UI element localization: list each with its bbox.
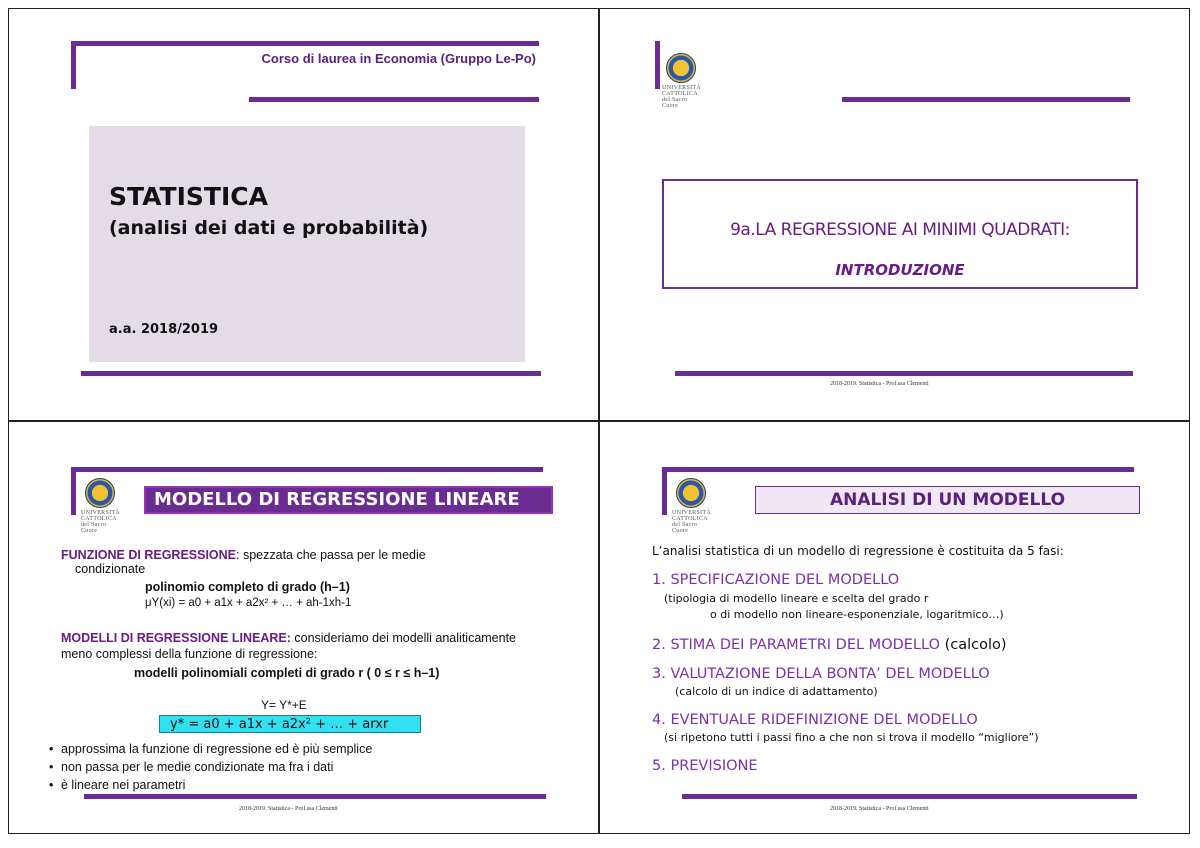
step-1-note-cont: o di modello non lineare-esponenziale, logaritmico…) bbox=[710, 608, 1004, 621]
accent-bar-top bbox=[71, 467, 543, 472]
model-equation: y* = a0 + a1x + a2x² + … + arxr bbox=[159, 715, 421, 733]
y-decomposition: Y= Y*+E bbox=[261, 698, 307, 712]
accent-bar-short bbox=[842, 97, 1130, 102]
accent-bar-bottom bbox=[81, 371, 541, 376]
accent-bar-top bbox=[662, 467, 1134, 472]
step-2: 2. STIMA DEI PARAMETRI DEL MODELLO (calcolo) bbox=[652, 637, 1007, 653]
slide-title bbox=[8, 8, 599, 421]
models-polynomial: modelli polinomiali completi di grado r ( 0 ≤ r ≤ h–1) bbox=[134, 666, 440, 680]
bullet-item: • approssima la funzione di regressione ed è più semplice bbox=[61, 742, 372, 756]
accent-bar-vertical bbox=[71, 467, 76, 515]
university-logo bbox=[672, 478, 714, 534]
slide-footer: 2018-2019. Statistica - Prof.ssa Clementi bbox=[830, 381, 929, 387]
logo-text: UNIVERSITÀ CATTOLICA del Sacro Cuore bbox=[672, 510, 711, 534]
regression-function-label: FUNZIONE DI REGRESSIONE bbox=[61, 548, 237, 562]
section-subtitle: INTRODUZIONE bbox=[835, 261, 965, 279]
section-title: 9a.LA REGRESSIONE AI MINIMI QUADRATI: bbox=[730, 220, 1070, 240]
accent-bar-short bbox=[249, 97, 539, 102]
step-5: 5. PREVISIONE bbox=[652, 758, 758, 774]
accent-bar-vertical bbox=[655, 41, 660, 89]
regression-function-definition: FUNZIONE DI REGRESSIONE: spezzata che passa per le medie bbox=[61, 548, 426, 562]
slide-footer: 2018-2019. Statistica - Prof.ssa Clementi bbox=[239, 806, 338, 812]
step-3-note: (calcolo di un indice di adattamento) bbox=[675, 685, 878, 698]
slide-footer: 2018-2019. Statistica - Prof.ssa Clementi bbox=[830, 806, 929, 812]
polynomial-formula: μY(xi) = a0 + a1x + a2x² + … + ah-1xh-1 bbox=[145, 597, 352, 609]
course-name: Corso di laurea in Economia (Gruppo Le-Po) bbox=[261, 51, 536, 66]
university-seal-icon bbox=[676, 478, 706, 508]
step-4: 4. EVENTUALE RIDEFINIZIONE DEL MODELLO bbox=[652, 712, 978, 728]
university-logo bbox=[81, 478, 123, 534]
university-logo bbox=[662, 53, 704, 109]
university-seal-icon bbox=[666, 53, 696, 83]
main-subtitle: (analisi dei dati e probabilità) bbox=[109, 217, 429, 239]
academic-year: a.a. 2018/2019 bbox=[109, 322, 219, 337]
slide-section bbox=[599, 8, 1190, 421]
accent-bar-vertical bbox=[71, 41, 76, 89]
accent-bar-top bbox=[71, 41, 539, 46]
accent-bar-bottom bbox=[675, 371, 1133, 376]
models-text-cont: meno complessi della funzione di regressione: bbox=[61, 647, 318, 661]
models-definition: MODELLI DI REGRESSIONE LINEARE: consideriamo dei modelli analiticamente bbox=[61, 631, 517, 645]
bullet-item: • non passa per le medie condizionate ma fra i dati bbox=[61, 760, 333, 774]
step-4-note: (si ripetono tutti i passi fino a che non si trova il modello “migliore”) bbox=[664, 731, 1039, 744]
intro-text: L’analisi statistica di un modello di regressione è costituita da 5 fasi: bbox=[652, 544, 1064, 558]
accent-bar-vertical bbox=[662, 467, 667, 515]
logo-text: UNIVERSITÀ CATTOLICA del Sacro Cuore bbox=[662, 85, 701, 109]
slide-heading: MODELLO DI REGRESSIONE LINEARE bbox=[144, 486, 553, 514]
models-label: MODELLI DI REGRESSIONE LINEARE: bbox=[61, 631, 291, 645]
accent-bar-bottom bbox=[84, 794, 546, 799]
slide-linear-regression bbox=[8, 421, 599, 834]
step-1: 1. SPECIFICAZIONE DEL MODELLO bbox=[652, 572, 900, 588]
university-seal-icon bbox=[85, 478, 115, 508]
logo-text: UNIVERSITÀ CATTOLICA del Sacro Cuore bbox=[81, 510, 120, 534]
accent-bar-bottom bbox=[682, 794, 1137, 799]
slide-heading: ANALISI DI UN MODELLO bbox=[755, 486, 1140, 514]
polynomial-label: polinomio completo di grado (h–1) bbox=[145, 580, 350, 594]
main-title: STATISTICA bbox=[109, 182, 268, 211]
step-1-note: (tipologia di modello lineare e scelta del grado r bbox=[664, 592, 929, 605]
step-3: 3. VALUTAZIONE DELLA BONTA’ DEL MODELLO bbox=[652, 666, 990, 682]
bullet-item: • è lineare nei parametri bbox=[61, 778, 185, 792]
slide-model-analysis bbox=[599, 421, 1190, 834]
regression-function-text-cont: condizionate bbox=[75, 562, 146, 576]
